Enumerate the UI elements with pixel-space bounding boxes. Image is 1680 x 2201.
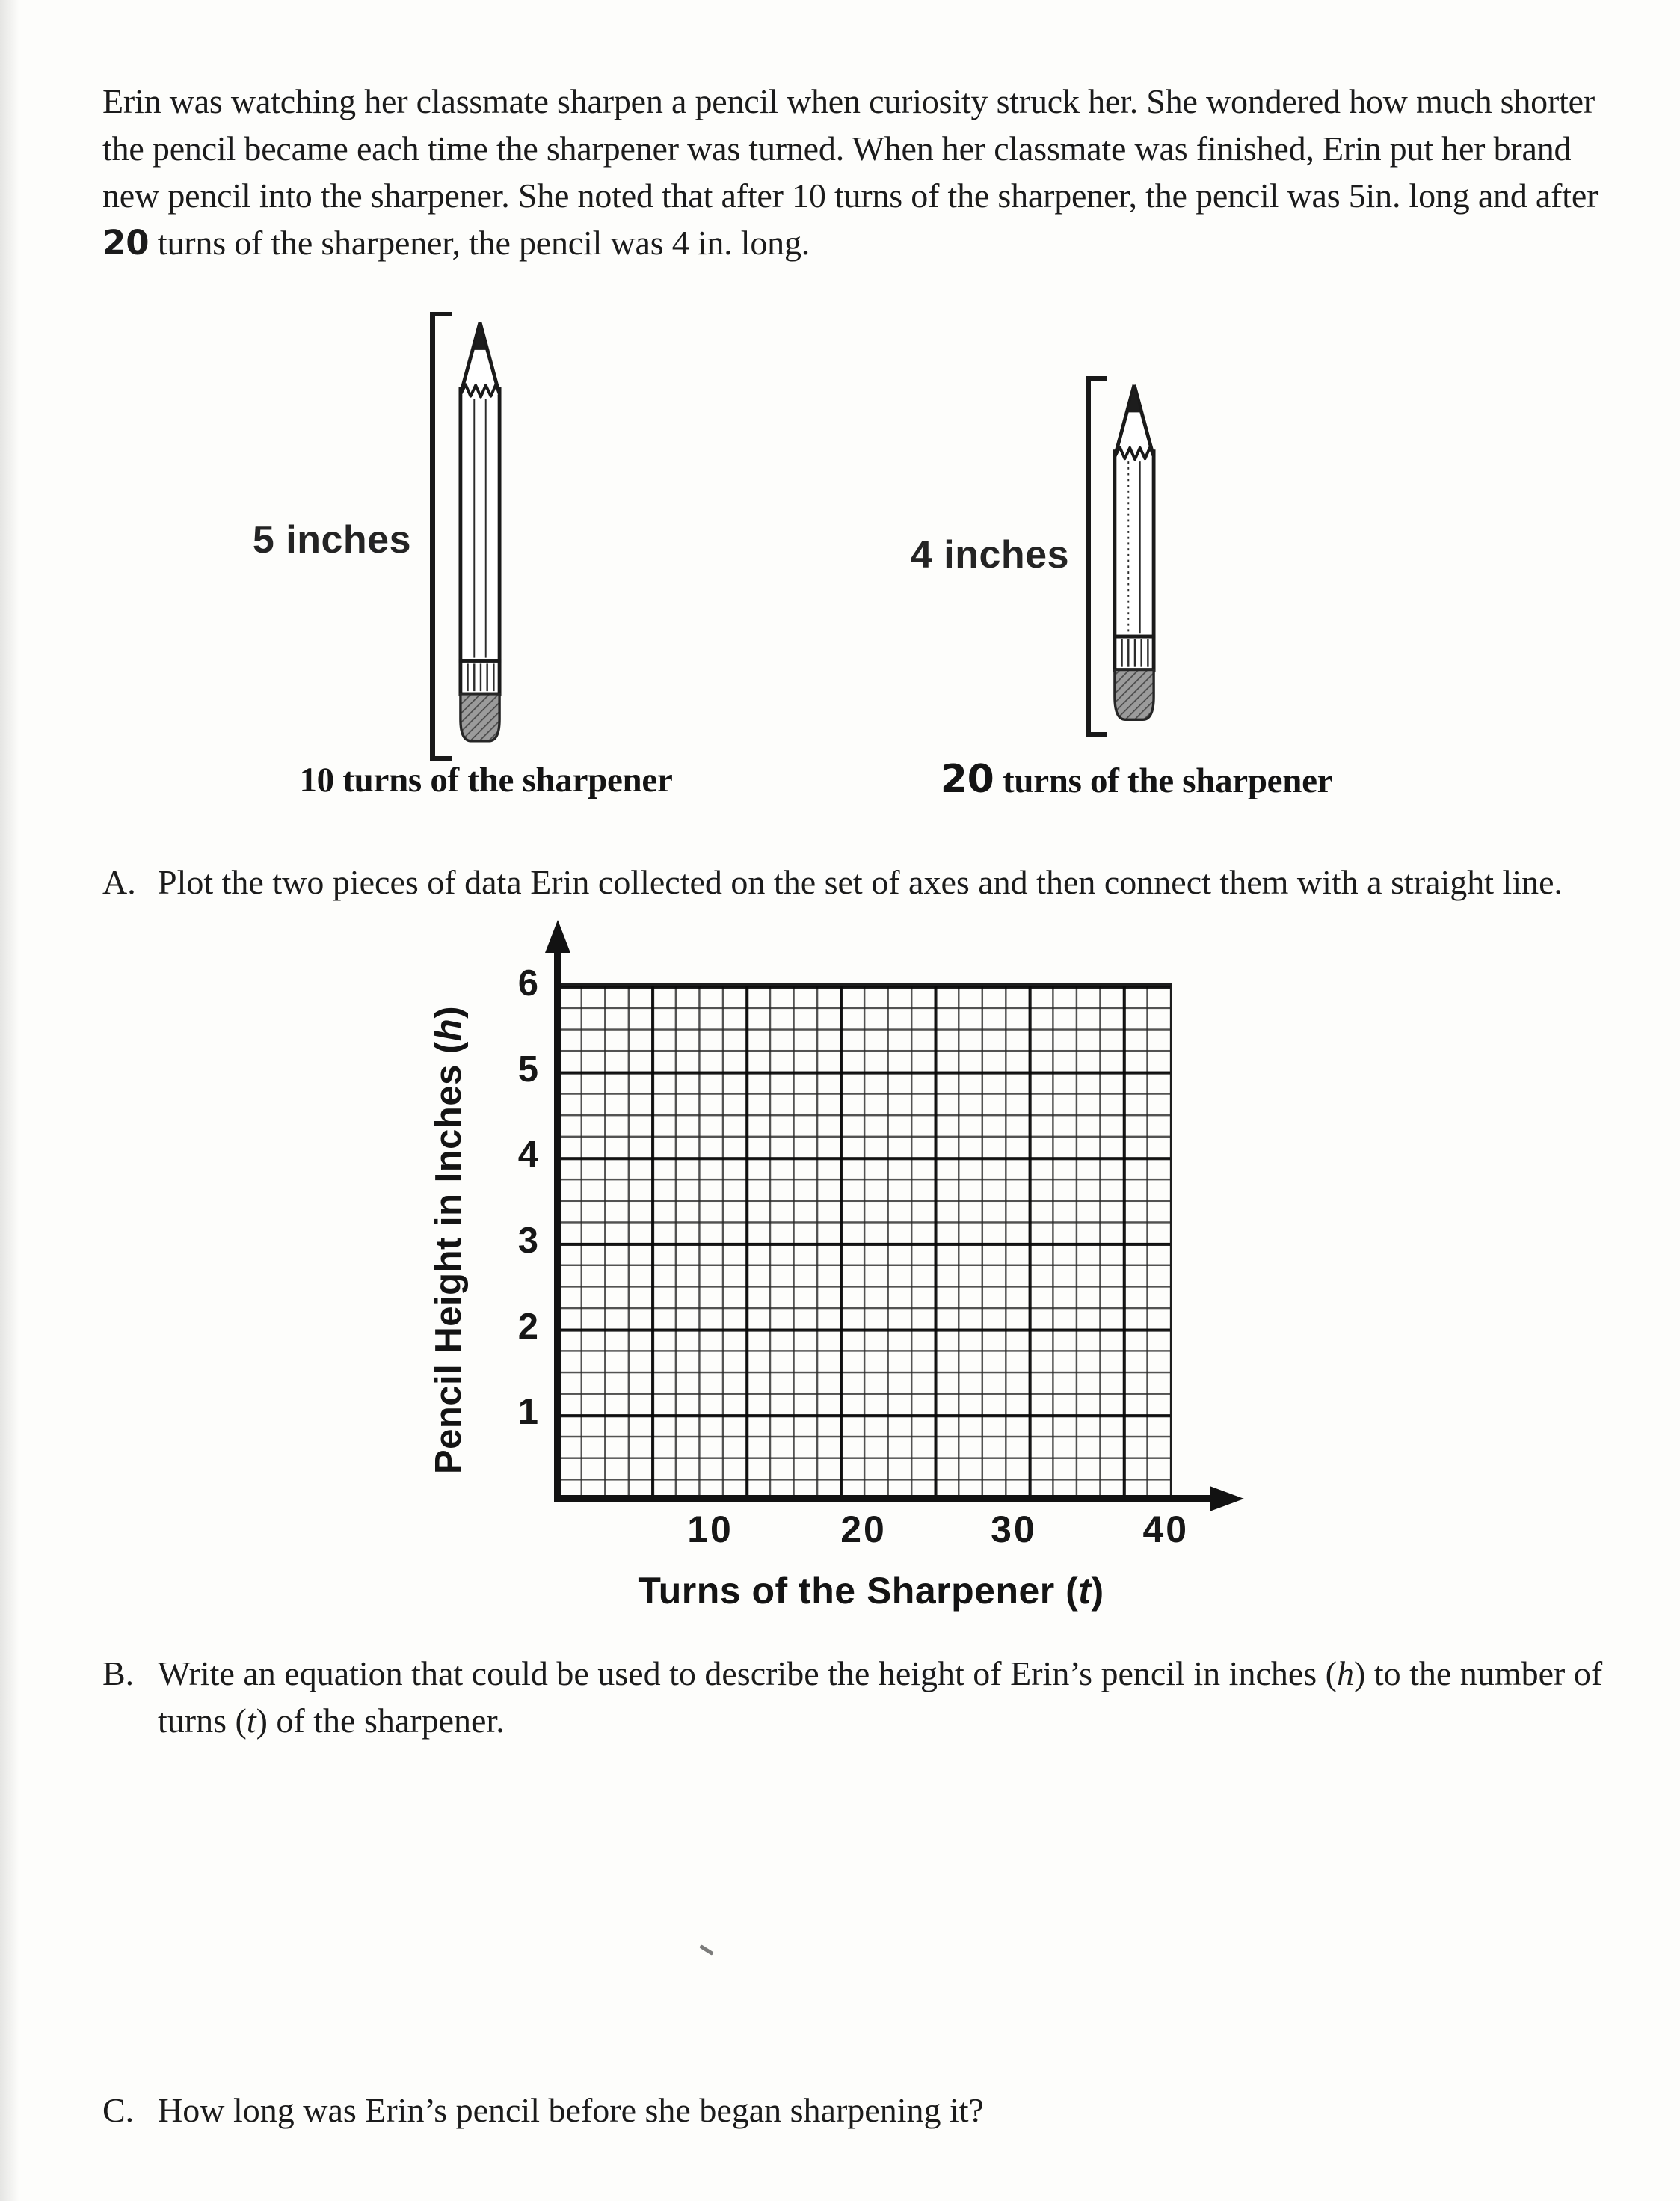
- y-tick-4: 4: [517, 1135, 538, 1176]
- y-tick-2: 2: [517, 1306, 538, 1347]
- y-axis-title-variable: h: [428, 1018, 469, 1042]
- x-axis-arrow-icon: [1210, 1486, 1244, 1511]
- pencil-eraser: [461, 694, 499, 741]
- x-axis-title-variable: t: [1078, 1570, 1092, 1612]
- caption-right-number: 20: [940, 757, 994, 802]
- question-b-text: [158, 1650, 1616, 1744]
- pencil-body: [461, 389, 499, 660]
- x-tick-30: 30: [991, 1508, 1037, 1550]
- y-axis-tick-labels: [464, 963, 538, 1498]
- question-a-text: Plot the two pieces of data Erin collected on the set of axes and then connect them with a straight line.: [158, 863, 1563, 901]
- intro-paragraph: [102, 78, 1601, 266]
- pencil-right-caption: [897, 757, 1376, 802]
- x-axis-title-close: ): [1091, 1570, 1104, 1612]
- question-b-variable-t: t: [246, 1701, 256, 1740]
- question-b-text-3: ) of the sharpener.: [256, 1701, 505, 1740]
- pencil-left-caption: [247, 760, 725, 800]
- question-b-text-1: Write an equation that could be used to describe the height of Erin’s pencil in inches (: [158, 1654, 1338, 1692]
- y-tick-1: 1: [517, 1392, 538, 1433]
- pencil-illustration-right: [1113, 376, 1156, 728]
- question-b-text-2: ) to the number of turns (: [158, 1654, 1603, 1740]
- scan-artifact-mark: [699, 1944, 714, 1956]
- pencil-right-measure-label: 4 inches: [910, 533, 1069, 577]
- caption-left-number: 10: [299, 761, 334, 799]
- intro-text-after: turns of the sharpener, the pencil was 4 in. long.: [149, 224, 810, 262]
- pencil-illustration-left: [458, 312, 502, 750]
- x-axis-title: [638, 1569, 1104, 1612]
- question-b-label: B.: [102, 1654, 135, 1692]
- y-tick-3: 3: [517, 1221, 538, 1261]
- pencil-body: [1115, 452, 1154, 636]
- question-a: [102, 859, 1620, 906]
- y-tick-5: 5: [517, 1049, 538, 1090]
- x-tick-40: 40: [1142, 1508, 1190, 1550]
- question-b: [102, 1650, 1620, 1744]
- question-b-variable-h: h: [1337, 1654, 1355, 1692]
- measurement-bracket-left: [430, 312, 452, 761]
- measurement-bracket-right: [1086, 376, 1107, 737]
- x-axis-tick-labels: [557, 1508, 1190, 1560]
- x-axis-line: [554, 1495, 1213, 1502]
- y-axis-title-close: ): [428, 1005, 469, 1019]
- plot-grid[interactable]: [557, 983, 1172, 1500]
- y-tick-6: 6: [517, 963, 538, 1004]
- pencil-left-measure-label: 5 inches: [252, 518, 411, 562]
- caption-left-text: turns of the sharpener: [333, 761, 673, 799]
- question-a-label: A.: [102, 863, 136, 901]
- x-tick-10: 10: [687, 1508, 733, 1550]
- pencil-eraser: [1115, 670, 1154, 720]
- intro-edited-number: 20: [102, 223, 150, 263]
- caption-right-text: turns of the sharpener: [994, 761, 1333, 800]
- question-c-text: How long was Erin’s pencil before she began sharpening it?: [158, 2091, 984, 2129]
- x-axis-title-text: Turns of the Sharpener (: [638, 1570, 1079, 1612]
- question-c: [102, 2087, 1620, 2134]
- y-axis-arrow-icon: [545, 920, 570, 953]
- y-axis-line: [554, 951, 561, 1502]
- x-tick-20: 20: [840, 1508, 887, 1550]
- question-c-label: C.: [102, 2091, 135, 2129]
- intro-text-before: Erin was watching her classmate sharpen a pencil when curiosity struck her. She wondered how much shorter the pencil became each time the sharpener was turned. When her classmate was finished, Erin put her brand new pencil into the sharpener. She noted that after 10 turns of the sharpener, the pencil was 5in. long and after: [102, 82, 1599, 215]
- y-axis-title-text: Pencil Height in Inches (: [428, 1041, 469, 1475]
